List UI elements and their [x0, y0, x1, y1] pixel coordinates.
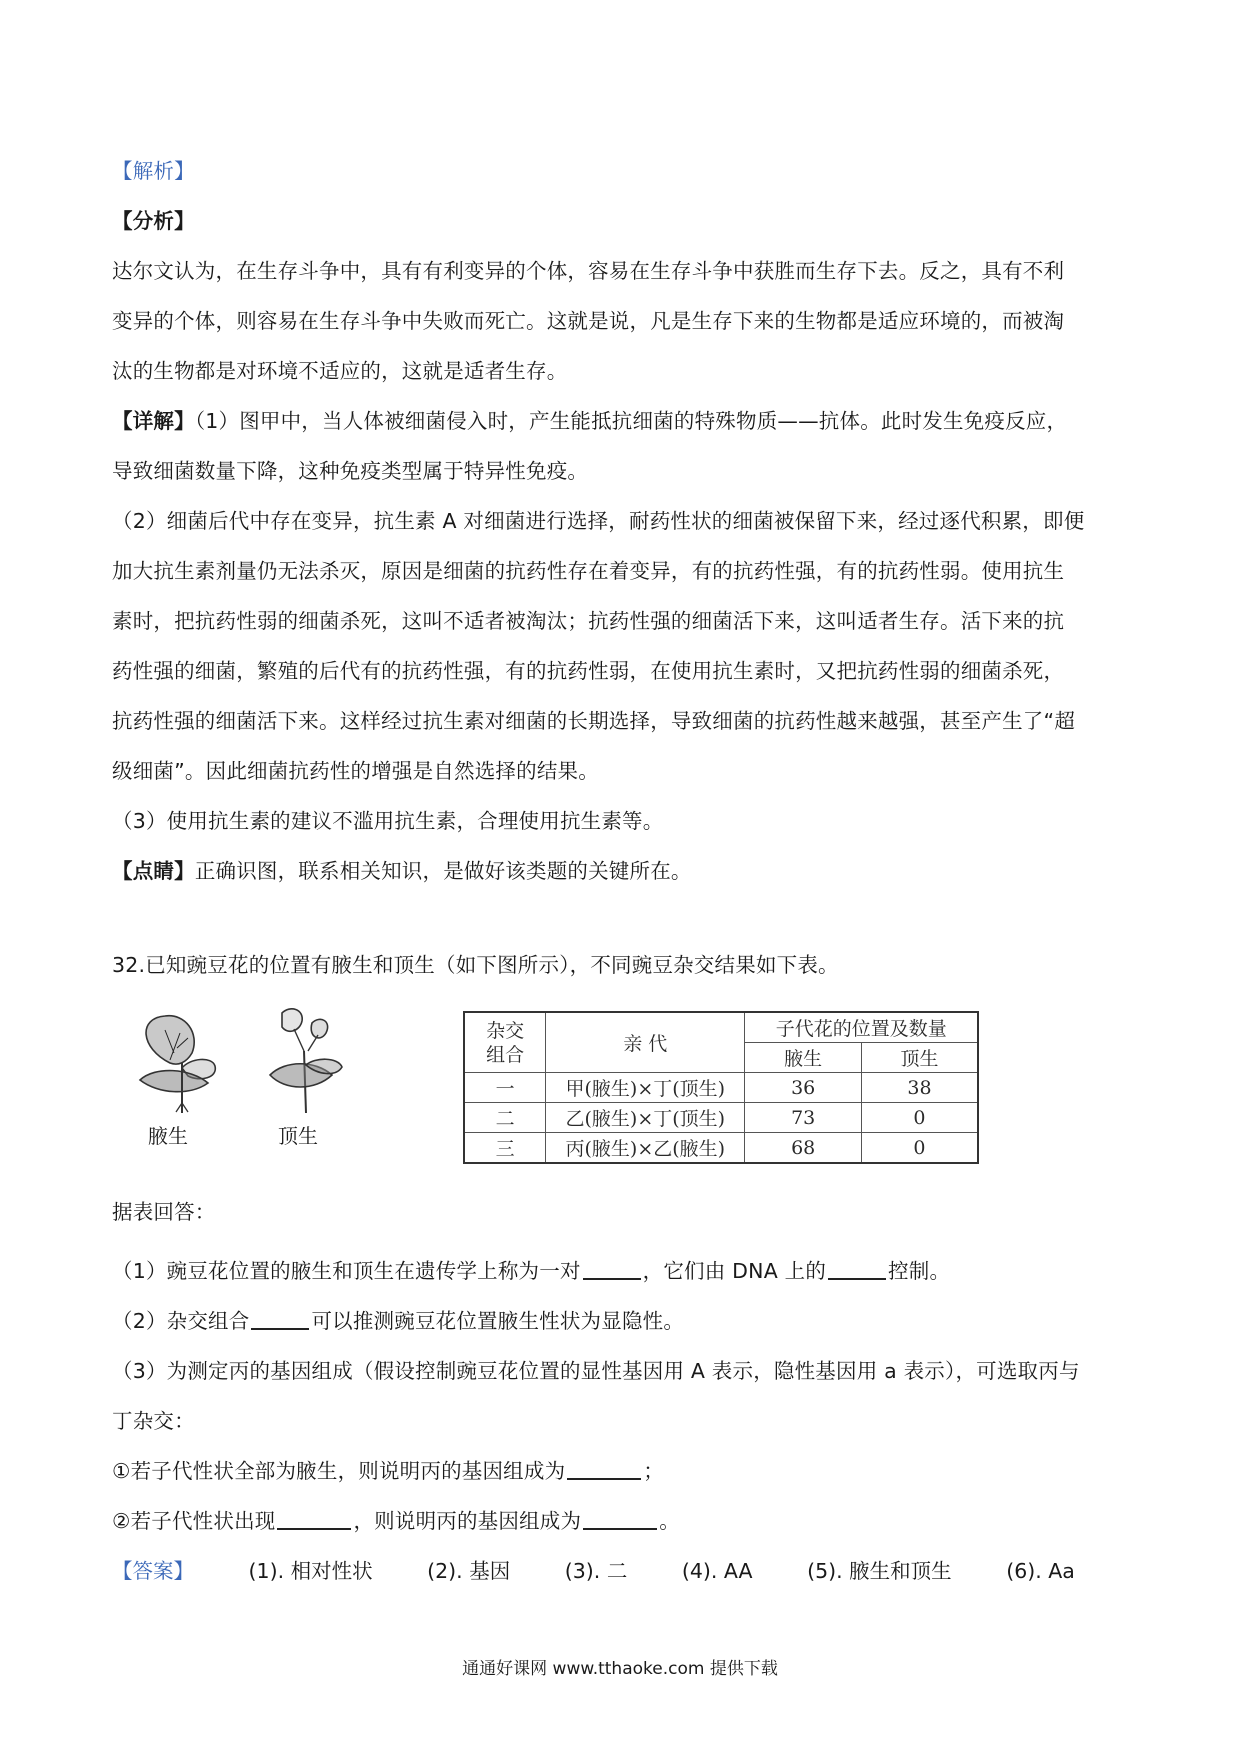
question-3-2 — [112, 1506, 1130, 1536]
detail-line-8: 级细菌”。因此细菌抗药性的增强是自然选择的结果。 — [112, 759, 599, 783]
q2-text-a: （2）杂交组合 — [112, 1309, 250, 1333]
analysis-heading: 【解析】 — [112, 159, 195, 183]
answer-blank[interactable] — [583, 1506, 657, 1530]
answer-blank[interactable] — [567, 1456, 641, 1480]
answer-blank[interactable] — [583, 1256, 641, 1280]
table-row — [464, 1073, 978, 1103]
table-row — [464, 1103, 978, 1133]
answer-3: (3). 二 — [564, 1559, 628, 1583]
row-terminal: 0 — [861, 1103, 978, 1133]
header-axillary: 腋生 — [745, 1043, 862, 1073]
answer-1: (1). 相对性状 — [248, 1559, 373, 1583]
q2-text-b: 可以推测豌豆花位置腋生性状为显隐性。 — [311, 1309, 685, 1333]
detail-text-1: （1）图甲中，当人体被细菌侵入时，产生能抵抗细菌的特殊物质——抗体。此时发生免疫反应， — [194, 409, 1068, 433]
question-32: 32.已知豌豆花的位置有腋生和顶生（如下图所示），不同豌豆杂交结果如下表。 — [112, 953, 839, 977]
fenxi-line-2: 变异的个体，则容易在生存斗争中失败而死亡。这就是说，凡是生存下来的生物都是适应环境的，而被淘 — [112, 309, 1065, 333]
xiangjie-heading: 【详解】 — [112, 409, 195, 433]
dianjing-text: 正确识图，联系相关知识，是做好该类题的关键所在。 — [194, 859, 692, 883]
q3-2-text-a: ②若子代性状出现 — [112, 1509, 276, 1533]
answer-4: (4). AA — [681, 1559, 753, 1583]
header-group — [464, 1012, 546, 1073]
answer-6: (6). Aa — [1006, 1559, 1075, 1583]
page-footer: 通通好课网 www.tthaoke.com 提供下载 — [462, 1659, 778, 1679]
question-3-line-2: 丁杂交： — [112, 1409, 195, 1433]
answer-blank[interactable] — [251, 1306, 309, 1330]
fenxi-line-1: 达尔文认为，在生存斗争中，具有有利变异的个体，容易在生存斗争中获胜而生存下去。反之，具有不利 — [112, 259, 1065, 283]
dianjing-heading: 【点睛】 — [112, 859, 195, 883]
question-1 — [112, 1256, 1130, 1286]
q1-text-b: ，它们由 DNA 上的 — [642, 1259, 827, 1283]
axillary-flower-illustration — [130, 1008, 240, 1118]
detail-line-6: 药性强的细菌，繁殖的后代有的抗药性强，有的抗药性弱，在使用抗生素时，又把抗药性弱的细菌杀死， — [112, 659, 1065, 683]
row-terminal: 38 — [861, 1073, 978, 1103]
row-group: 二 — [464, 1103, 546, 1133]
row-parents: 丙(腋生)×乙(腋生) — [546, 1133, 745, 1164]
header-parent: 亲 代 — [546, 1012, 745, 1073]
q1-text-a: （1）豌豆花位置的腋生和顶生在遗传学上称为一对 — [112, 1259, 581, 1283]
header-group-line2: 组合 — [486, 1043, 525, 1066]
detail-line-9: （3）使用抗生素的建议不滥用抗生素，合理使用抗生素等。 — [112, 809, 664, 833]
row-group: 三 — [464, 1133, 546, 1164]
answer-blank[interactable] — [277, 1506, 351, 1530]
row-parents: 甲(腋生)×丁(顶生) — [546, 1073, 745, 1103]
detail-line-7: 抗药性强的细菌活下来。这样经过抗生素对细菌的长期选择，导致细菌的抗药性越来越强，甚至产生了“超 — [112, 709, 1076, 733]
answer-row — [112, 1556, 1075, 1586]
question-3-line-1: （3）为测定丙的基因组成（假设控制豌豆花位置的显性基因用 A 表示，隐性基因用 a 表示），可选取丙与 — [112, 1359, 1080, 1383]
fenxi-line-3: 汰的生物都是对环境不适应的，这就是适者生存。 — [112, 359, 568, 383]
prompt: 据表回答： — [112, 1200, 216, 1224]
q3-2-text-b: ，则说明丙的基因组成为 — [353, 1509, 582, 1533]
answer-blank[interactable] — [828, 1256, 886, 1280]
row-group: 一 — [464, 1073, 546, 1103]
row-parents: 乙(腋生)×丁(顶生) — [546, 1103, 745, 1133]
q3-1-text-a: ①若子代性状全部为腋生，则说明丙的基因组成为 — [112, 1459, 566, 1483]
detail-line-5: 素时，把抗药性弱的细菌杀死，这叫不适者被淘汰；抗药性强的细菌活下来，这叫适者生存。活下来的抗 — [112, 609, 1065, 633]
cross-results-table — [463, 1011, 979, 1164]
q3-2-text-c: 。 — [659, 1509, 680, 1533]
row-axillary: 73 — [745, 1103, 862, 1133]
q1-text-c: 控制。 — [888, 1259, 951, 1283]
detail-line-4: 加大抗生素剂量仍无法杀灭，原因是细菌的抗药性存在着变异，有的抗药性强，有的抗药性弱。使用抗生 — [112, 559, 1065, 583]
question-3-1 — [112, 1456, 1130, 1486]
detail-line-2: 导致细菌数量下降，这种免疫类型属于特异性免疫。 — [112, 459, 589, 483]
row-terminal: 0 — [861, 1133, 978, 1164]
table-row — [464, 1133, 978, 1164]
fenxi-heading: 【分析】 — [112, 209, 195, 233]
header-offspring: 子代花的位置及数量 — [745, 1012, 978, 1043]
answer-2: (2). 基因 — [427, 1559, 511, 1583]
question-2 — [112, 1306, 1130, 1336]
row-axillary: 36 — [745, 1073, 862, 1103]
terminal-label: 顶生 — [278, 1124, 318, 1148]
q3-1-text-b: ； — [643, 1459, 664, 1483]
dianjing-line — [112, 856, 1130, 886]
detail-line-1 — [112, 406, 1130, 436]
answer-label: 【答案】 — [112, 1559, 194, 1583]
header-terminal: 顶生 — [861, 1043, 978, 1073]
terminal-flower-illustration — [260, 1005, 360, 1120]
axillary-label: 腋生 — [148, 1124, 188, 1148]
answer-5: (5). 腋生和顶生 — [807, 1559, 952, 1583]
detail-line-3: （2）细菌后代中存在变异，抗生素 A 对细菌进行选择，耐药性状的细菌被保留下来，经过逐代积累，即便 — [112, 509, 1085, 533]
row-axillary: 68 — [745, 1133, 862, 1164]
header-group-line1: 杂交 — [486, 1019, 525, 1042]
